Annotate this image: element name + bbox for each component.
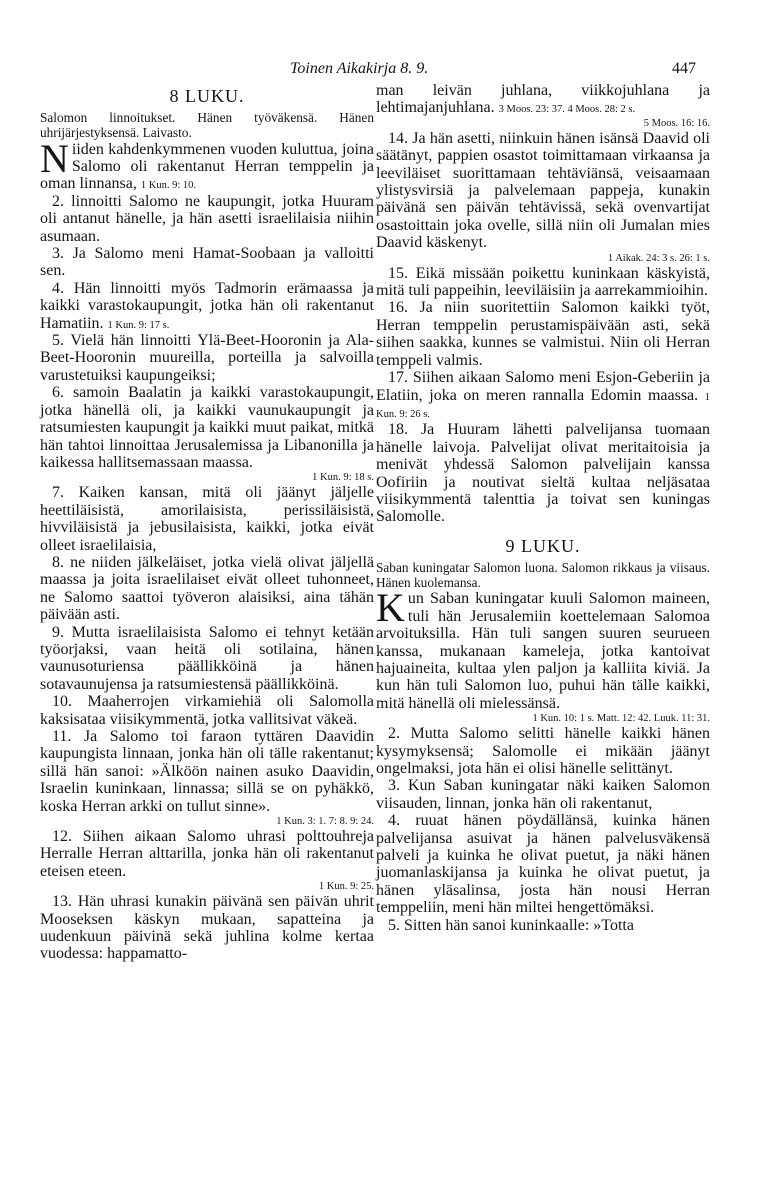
verse-9-3: 3. Kun Saban kuningatar näki kaiken Salomon viisauden, linnan, jonka hän oli rakentanut, xyxy=(376,777,710,812)
verse-9-4: 4. ruuat hänen pöydällänsä, kuinka hänen palvelijansa asuivat ja hänen palvelusväkensä palveli ja kuinka he olivat puetut, ja näki hänen juomanlaskijansa ja kuinka he olivat puetut, ja hänen yläsalinsa, josta hän nousi Herran temppeliin, meni hän miltei hengettömäksi. xyxy=(376,812,710,917)
verse-8-15: 15. Eikä missään poikettu kuninkaan käskyistä, mitä tuli pappeihin, leeviläisiin ja aarrekammioihin. xyxy=(376,264,710,300)
verse-text: 4. Hän linnoitti myös Tadmorin erämaassa ja kaikki varastokaupungit, jotka hän oli rakentanut Hamatiin. xyxy=(40,279,374,332)
cross-reference: 1 Kun. 9: 17 s. xyxy=(107,319,170,331)
verse-8-6: 6. samoin Baalatin ja kaikki varastokaupungit, jotka hänellä oli, ja kaikki vaunukaupungit ja ratsumiesten kaupungit ja kaikki muut paikat, mitkä hän tahtoi linnoittaa Jerusalemissa ja Libanonilla ja kaikessa hallitsemassaan maassa. xyxy=(40,384,374,471)
verse-8-5: 5. Vielä hän linnoitti Ylä-Beet-Hooronin ja Ala-Beet-Hooronin muureilla, porteilla ja salvoilla varustetuiksi kaupungeiksi; xyxy=(40,332,374,384)
cross-reference: 5 Moos. 16: 16. xyxy=(643,117,710,129)
verse-text: 17. Siihen aikaan Salomo meni Esjon-Geberiin ja Elatiin, joka on meren rannalla Edomin maassa. xyxy=(376,369,710,404)
verse-8-16: 16. Ja niin suoritettiin Salomon kaikki työt, Herran temppelin perustamispäivään asti, sekä siihen saakka, kunnes se valmistui. Niin oli Herran temppeli valmis. xyxy=(376,299,710,369)
cross-reference: 1 Kun. 10: 1 s. Matt. 12: 42. Luuk. 11: 31. xyxy=(532,713,710,725)
cross-reference: 3 Moos. 23: 37. 4 Moos. 28: 2 s. xyxy=(498,104,636,116)
running-title: Toinen Aikakirja 8. 9. xyxy=(290,60,429,77)
chapter-8-title: 8 LUKU. xyxy=(169,86,245,106)
cross-reference: 1 Kun. 9: 26 s. xyxy=(376,391,711,420)
verse-8-3: 3. Ja Salomo meni Hamat-Soobaan ja valloitti sen. xyxy=(40,245,374,280)
verse-8-10: 10. Maaherrojen virkamiehiä oli Salomolla kaksisataa viisikymmentä, jotka vallitsivat väkeä. xyxy=(40,693,374,728)
chapter-8-summary: Salomon linnoitukset. Hänen työväkensä. Hänen uhrijärjestyksensä. Laivasto. xyxy=(40,110,374,140)
verse-8-11: 11. Ja Salomo toi faraon tyttären Daavidin kaupungista linnaan, jonka hän oli tälle rakentanut; sillä hän sanoi: »Älköön nainen asuko Daavidin, Israelin kuninkaan, linnassa; sillä se on pyhäkkö, koska Herran arkki on tullut sinne». xyxy=(40,728,374,815)
cross-reference: 1 Kun. 9: 25. xyxy=(318,881,374,893)
verse-9-1 xyxy=(376,585,710,712)
drop-cap: K xyxy=(376,585,405,631)
chapter-9-summary: Saban kuningatar Salomon luona. Salomon rikkaus ja viisaus. Hänen kuolemansa. xyxy=(376,560,710,590)
verse-text: man leivän juhlana, viikkojuhlana ja lehtimajanjuhlana. xyxy=(376,82,710,117)
verse-8-17 xyxy=(376,369,710,421)
cross-reference: 1 Kun. 9: 18 s. xyxy=(312,472,374,484)
verse-8-12: 12. Siihen aikaan Salomo uhrasi polttouhreja Herralle Herran alttarilla, jonka hän oli rakentanut eteisen eteen. xyxy=(40,828,374,880)
verse-text: un Saban kuningatar kuuli Salomon maineen, tuli hän Jerusalemiin koettelemaan Salomoa arvoituksilla. Hän tuli sangen suuren seurueen kanssa, mukanaan kameleja, jotka kantoivat hajuaineita, kultaa ylen paljon ja kalliita kiviä. Ja kun hän tuli Salomon luo, puhui hän tälle kaikki, mitä hänellä oli mielessänsä. xyxy=(376,590,710,712)
cross-reference: 1 Kun. 3: 1. 7: 8. 9: 24. xyxy=(276,816,374,828)
verse-text: iiden kahdenkymmenen vuoden kuluttua, joina Salomo oli rakentanut Herran temppelin ja oman linnansa, xyxy=(40,140,374,193)
verse-8-8: 8. ne niiden jälkeläiset, jotka vielä olivat jäljellä maassa ja joita israelilaiset eivät olleet tuhonneet, ne Salomo saattoi työveron alaisiksi, aina tähän päivään asti. xyxy=(40,553,374,624)
page-number: 447 xyxy=(672,60,696,77)
cross-reference: 1 Kun. 9: 10. xyxy=(140,180,196,192)
verse-8-2: 2. linnoitti Salomo ne kaupungit, jotka Huuram oli antanut hänelle, ja hän asetti israelilaisia niihin asumaan. xyxy=(40,192,374,245)
verse-9-5: 5. Sitten hän sanoi kuninkaalle: »Totta xyxy=(388,916,634,934)
cross-reference: 1 Aikak. 24: 3 s. 26: 1 s. xyxy=(607,252,710,264)
verse-8-4 xyxy=(40,280,374,332)
chapter-9-title: 9 LUKU. xyxy=(505,535,581,556)
verse-8-14: 14. Ja hän asetti, niinkuin hänen isänsä Daavid oli säätänyt, pappien osastot toimittamaan virkaansa ja leeviläiset suorittamaan tehtäviänsä, veisaamaan ylistysvirsiä ja palvelemaan pappeja, kunakin päivänä sen päivän tehtävissä, sekä ovenvartijat osastoittain joka ovelle, sillä niin oli Jumalan mies Daavid käskenyt. xyxy=(376,129,710,252)
verse-9-2: 2. Mutta Salomo selitti hänelle kaikki hänen kysymyksensä; Salomolle ei mikään jäänyt ongelmaksi, jota hän ei olisi hänelle selittänyt. xyxy=(376,725,710,777)
verse-8-9: 9. Mutta israelilaisista Salomo ei tehnyt ketään työorjaksi, vaan heitä oli sotilaina, hänen vaunusoturiensa päällikköinä ja hänen sotavaunujensa ja ratsumiestensä päällikköinä. xyxy=(40,623,374,693)
drop-cap: N xyxy=(40,135,69,181)
verse-8-7: 7. Kaiken kansan, mitä oli jäänyt jäljelle heettiläisistä, amorilaisista, perissiläisistä, hivviläisistä ja jebusilaisista, kaikki, jotka eivät olleet israelilaisia, xyxy=(40,484,374,554)
right-column xyxy=(376,82,710,934)
verse-8-18: 18. Ja Huuram lähetti palvelijansa tuomaan hänelle laivoja. Palvelijat olivat meritaitoisia ja menivät yhdessä Salomon palvelijain kanssa Oofiriin ja noutivat sieltä kultaa neljäsataa viisikymmentä talenttia ja toivat sen kuningas Salomolle. xyxy=(376,421,710,526)
verse-8-1 xyxy=(40,135,374,193)
verse-8-13: 13. Hän uhrasi kunakin päivänä sen päivän uhrit Mooseksen käskyn mukaan, sapatteina ja uudenkuun päivinä sekä juhlina kolme kertaa vuodessa: happamatto- xyxy=(40,893,374,963)
verse-8-13-continued xyxy=(376,82,710,117)
left-column xyxy=(40,82,374,963)
